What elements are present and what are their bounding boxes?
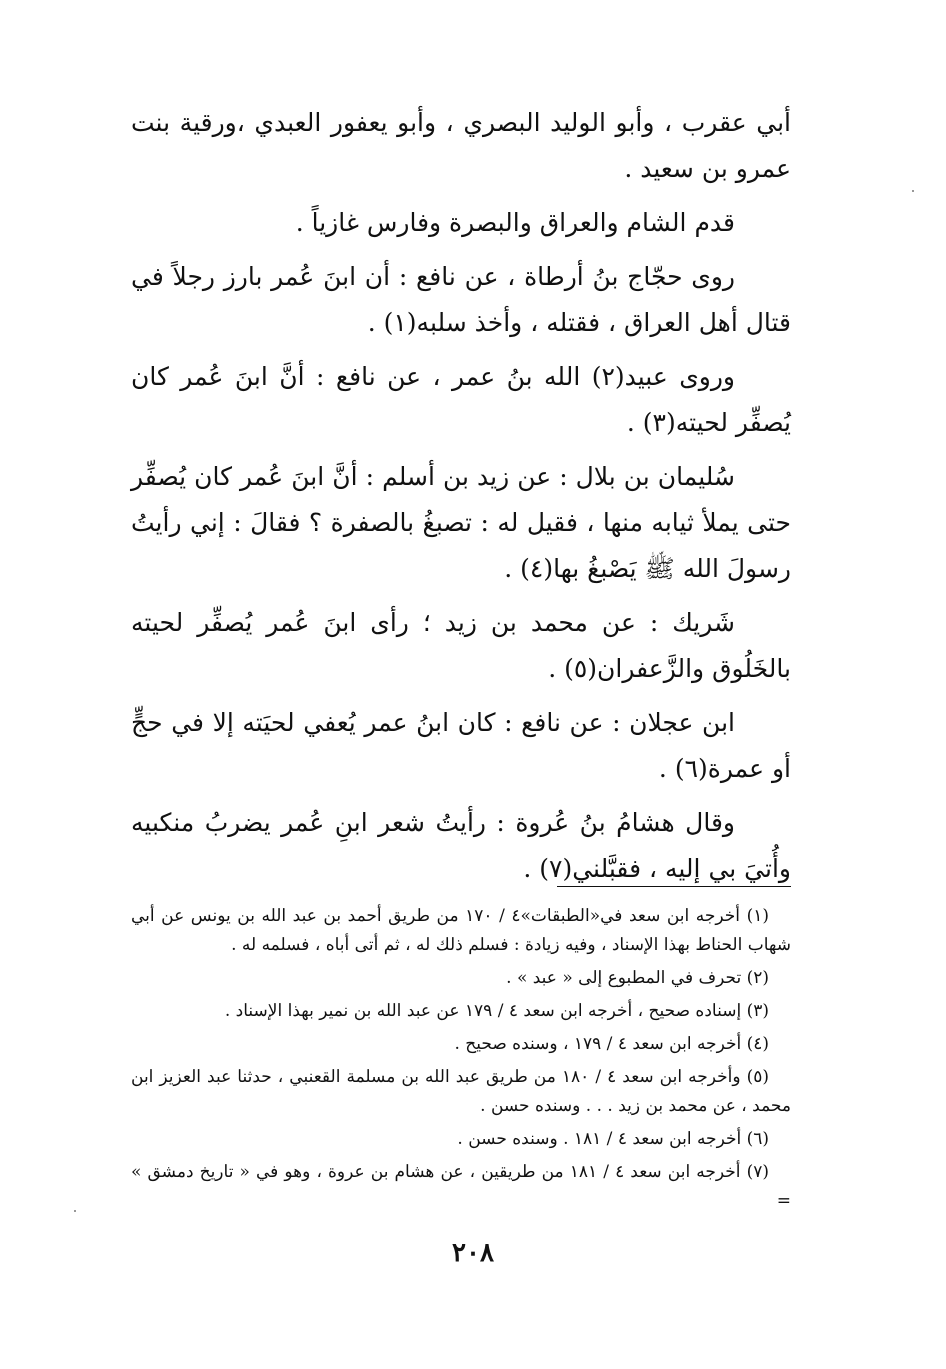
main-text [131, 100, 791, 900]
footnote-5: (٥) وأخرجه ابن سعد ٤ / ١٨٠ من طريق عبد الله بن مسلمة القعنبي ، حدثنا عبد العزيز ابن محمد ، عن محمد بن زيد . . . وسنده حسن . [131, 1067, 791, 1116]
paragraph-5: سُليمان بن بلال : عن زيد بن أسلم : أنَّ ابنَ عُمر كان يُصفِّر حتى يملأ ثيابه منها ، فقيل له : تصبغُ بالصفرة ؟ فقالَ : إني رأيتُ رسولَ الله ﷺ يَصْبغُ بها(٤) . [131, 462, 791, 583]
footnote-7: (٧) أخرجه ابن سعد ٤ / ١٨١ من طريقين ، عن هشام بن عروة ، وهو في « تاريخ دمشق » = [131, 1162, 791, 1211]
paragraph-8: وقال هشامُ بنُ عُروة : رأيتُ شعر ابنِ عُمر يضربُ منكبيه وأُتيَ بي إليه ، فقبَّلني(٧) . [131, 808, 791, 883]
footnote-2: (٢) تحرف في المطبوع إلى « عبد » . [506, 968, 769, 988]
paragraph-6: شَريك : عن محمد بن زيد ؛ رأى ابنَ عُمر يُصفِّر لحيته بالخَلُوق والزَّعفران(٥) . [131, 608, 791, 683]
page-number: ٢٠٨ [452, 1238, 494, 1268]
paragraph-1: أبي عقرب ، وأبو الوليد البصري ، وأبو يعفور العبدي ،ورقية بنت عمرو بن سعيد . [131, 108, 791, 183]
paragraph-2: قدم الشام والعراق والبصرة وفارس غازياً . [295, 208, 735, 237]
footnotes [131, 902, 791, 1220]
paragraph-4: وروى عبيد(٢) الله بنُ عمر ، عن نافع : أنَّ ابنَ عُمر كان يُصفِّر لحيته(٣) . [131, 362, 791, 437]
footnote-separator [557, 886, 791, 887]
footnote-1: (١) أخرجه ابن سعد في«الطبقات»٤ / ١٧٠ من طريق أحمد بن عبد الله بن يونس عن أبي شهاب الحناط بهذا الإسناد ، وفيه زيادة : فسلم ذلك له ، ثم أتى أباه ، فسلمه له . [131, 906, 791, 955]
scan-speck [74, 1210, 76, 1212]
paragraph-3: روى حجّاج بنُ أرطاة ، عن نافع : أن ابنَ عُمر بارز رجلاً في قتال أهل العراق ، فقتله ، وأخذ سلبه(١) . [131, 262, 791, 337]
scan-speck [912, 190, 914, 192]
footnote-3: (٣) إسناده صحيح ، أخرجه ابن سعد ٤ / ١٧٩ عن عبد الله بن نمير بهذا الإسناد . [224, 1001, 769, 1021]
footnote-6: (٦) أخرجه ابن سعد ٤ / ١٨١ . وسنده حسن . [457, 1129, 769, 1149]
paragraph-7: ابن عجلان : عن نافع : كان ابنُ عمر يُعفي لحيَته إلا في حجٍّ أو عمرة(٦) . [131, 708, 791, 783]
footnote-4: (٤) أخرجه ابن سعد ٤ / ١٧٩ ، وسنده صحيح . [454, 1034, 769, 1054]
